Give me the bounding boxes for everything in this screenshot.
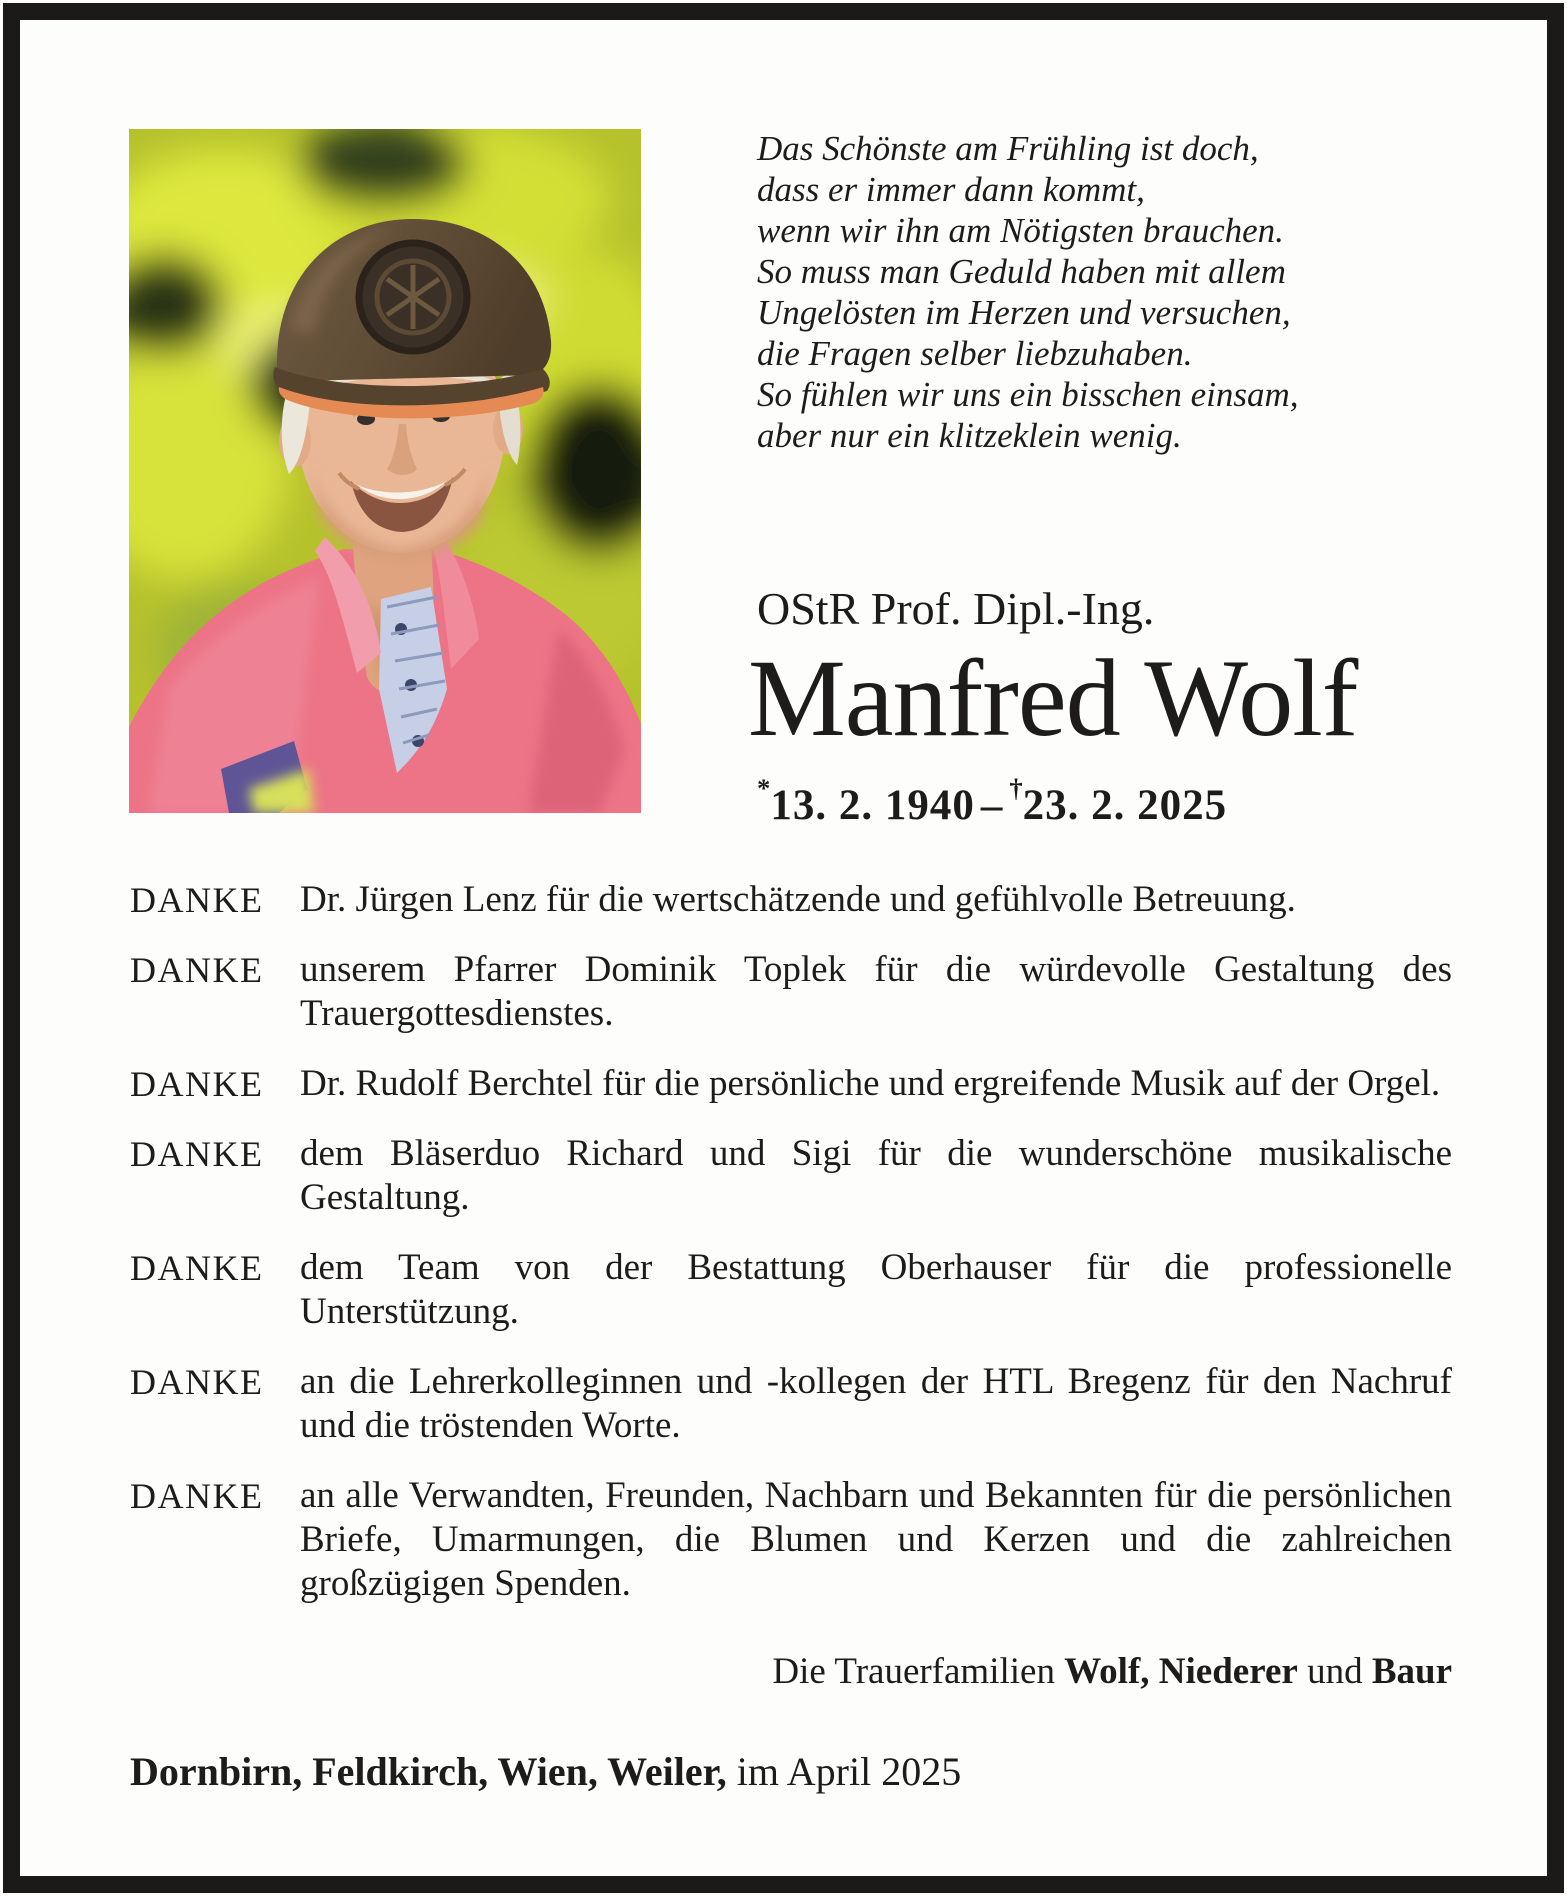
thanks-row [130,948,1452,1036]
deceased-title: OStR Prof. Dipl.-Ing. [757,583,1155,634]
thanks-label: DANKE [130,1134,264,1174]
thanks-label: DANKE [130,1248,264,1288]
poem-line: Ungelösten im Herzen und versuchen, [757,293,1291,332]
thanks-row [130,1474,1452,1606]
thanks-label: DANKE [130,1476,264,1516]
footer-places: Dornbirn, Feldkirch, Wien, Weiler, [130,1749,727,1794]
poem-line: wenn wir ihn am Nötigsten brauchen. [757,211,1284,250]
portrait-photo [129,129,641,813]
thanks-list [130,878,1452,1632]
deceased-name: Manfred Wolf [748,637,1358,759]
thanks-row [130,1132,1452,1220]
poem-line: So fühlen wir uns ein bisschen einsam, [757,375,1299,414]
thanks-label: DANKE [130,950,264,990]
poem-line: Das Schönste am Frühling ist doch, [757,129,1259,168]
closing-families-2: Baur [1371,1651,1452,1692]
dates-separator: – [980,782,1004,829]
death-symbol: † [1009,773,1023,803]
thanks-text: dem Bläserduo Richard und Sigi für die wunderschöne musikalische Gestaltung. [300,1133,1452,1218]
poem [757,128,1457,456]
portrait-photo-graphic [129,129,641,813]
closing-conjunction: und [1307,1651,1363,1692]
birth-date: 13. 2. 1940 [770,782,975,829]
thanks-text: unserem Pfarrer Dominik Toplek für die würdevolle Gestaltung des Trauergottesdienstes. [300,949,1452,1034]
footer-date: im April 2025 [736,1749,962,1794]
closing-families-1: Wolf, Niederer [1064,1651,1298,1692]
footer-line [130,1748,961,1796]
thanks-row [130,878,1452,922]
thanks-label: DANKE [130,880,264,920]
poem-line: So muss man Geduld haben mit allem [757,252,1286,291]
thanks-text: an die Lehrerkolleginnen und -kollegen der HTL Bregenz für den Nachruf und die tröstenden Worte. [300,1361,1452,1446]
thanks-text: dem Team von der Bestattung Oberhauser für die professionelle Unterstützung. [300,1247,1452,1332]
thanks-row [130,1246,1452,1334]
life-dates [757,763,1227,831]
thanks-text: Dr. Rudolf Berchtel für die persönliche und ergreifende Musik auf der Orgel. [300,1063,1441,1104]
poem-line: die Fragen selber liebzuhaben. [757,334,1193,373]
poem-line: aber nur ein klitzeklein wenig. [757,416,1182,455]
closing-prefix: Die Trauerfamilien [772,1651,1055,1692]
poem-line: dass er immer dann kommt, [757,170,1145,209]
birth-symbol: * [757,773,771,803]
closing-line [772,1650,1452,1694]
death-date: 23. 2. 2025 [1022,782,1228,829]
thanks-text: Dr. Jürgen Lenz für die wertschätzende und gefühlvolle Betreuung. [300,879,1296,920]
thanks-row [130,1360,1452,1448]
thanks-row [130,1062,1452,1106]
thanks-label: DANKE [130,1064,264,1104]
thanks-text: an alle Verwandten, Freunden, Nachbarn und Bekannten für die persönlichen Briefe, Umarmungen, die Blumen und Kerzen und die zahlreichen großzügigen Spenden. [300,1475,1452,1604]
thanks-label: DANKE [130,1362,264,1402]
